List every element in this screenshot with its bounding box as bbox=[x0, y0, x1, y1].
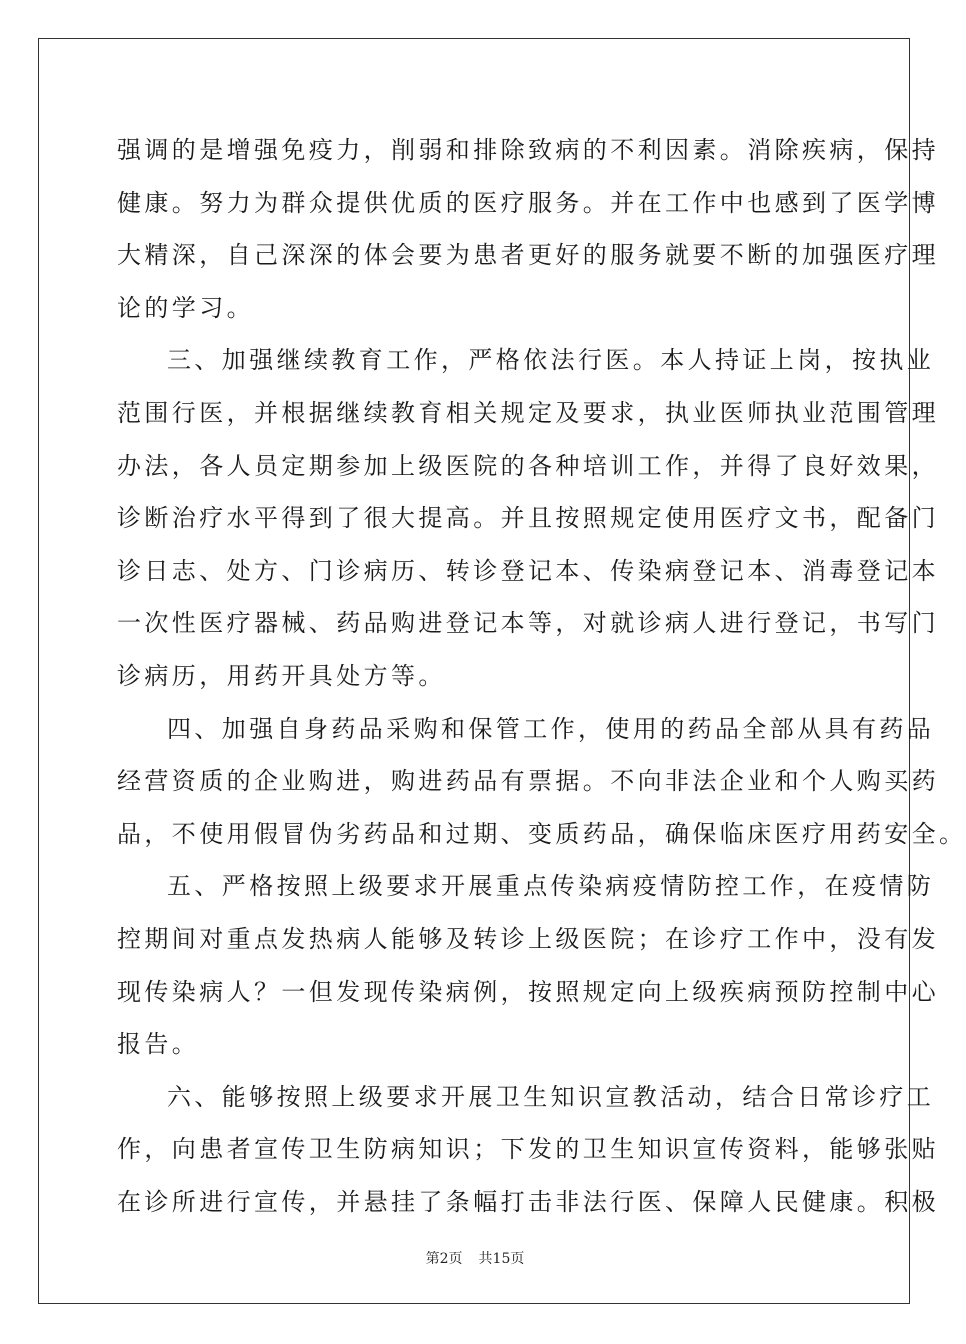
page-number: 第2页 bbox=[425, 1251, 463, 1267]
paragraph bbox=[117, 860, 939, 1070]
text-line: 六、能够按照上级要求开展卫生知识宣教活动，结合日常诊疗工 bbox=[167, 1082, 935, 1111]
text-line: 论的学习。 bbox=[117, 293, 254, 322]
paragraph bbox=[117, 703, 966, 861]
text-line: 强调的是增强免疫力，削弱和排除致病的不利因素。消除疾病，保持 bbox=[117, 136, 939, 164]
paragraph bbox=[117, 1071, 939, 1229]
text-line: 四、加强自身药品采购和保管工作，使用的药品全部从具有药品 bbox=[167, 714, 935, 743]
text-line: 控期间对重点发热病人能够及转诊上级医院；在诊疗工作中，没有发 bbox=[117, 924, 939, 953]
paragraph bbox=[117, 334, 939, 702]
text-line: 现传染病人？一但发现传染病例，按照规定向上级疾病预防控制中心 bbox=[117, 977, 939, 1006]
paragraph bbox=[117, 124, 939, 334]
page-total: 共15页 bbox=[478, 1251, 525, 1267]
text-line: 作，向患者宣传卫生防病知识；下发的卫生知识宣传资料，能够张贴 bbox=[117, 1135, 939, 1164]
text-line: 范围行医，并根据继续教育相关规定及要求，执业医师执业范围管理 bbox=[117, 398, 939, 427]
page-footer bbox=[0, 1248, 950, 1268]
text-line: 三、加强继续教育工作，严格依法行医。本人持证上岗，按执业 bbox=[167, 346, 935, 375]
text-line: 五、严格按照上级要求开展重点传染病疫情防控工作，在疫情防 bbox=[167, 872, 935, 901]
text-line: 诊日志、处方、门诊病历、转诊登记本、传染病登记本、消毒登记本 bbox=[117, 556, 939, 585]
text-line: 大精深，自己深深的体会要为患者更好的服务就要不断的加强医疗理 bbox=[117, 241, 939, 270]
text-line: 诊病历，用药开具处方等。 bbox=[117, 661, 446, 690]
text-line: 品，不使用假冒伪劣药品和过期、变质药品，确保临床医疗用药安全。 bbox=[117, 819, 966, 848]
text-line: 在诊所进行宣传，并悬挂了条幅打击非法行医、保障人民健康。积极 bbox=[117, 1187, 939, 1216]
text-line: 健康。努力为群众提供优质的医疗服务。并在工作中也感到了医学博 bbox=[117, 188, 939, 217]
text-line: 报告。 bbox=[117, 1030, 200, 1059]
text-line: 经营资质的企业购进，购进药品有票据。不向非法企业和个人购买药 bbox=[117, 767, 939, 796]
text-line: 诊断治疗水平得到了很大提高。并且按照规定使用医疗文书，配备门 bbox=[117, 504, 939, 533]
text-line: 一次性医疗器械、药品购进登记本等，对就诊病人进行登记，书写门 bbox=[117, 609, 939, 638]
text-line: 办法，各人员定期参加上级医院的各种培训工作，并得了良好效果， bbox=[117, 451, 939, 480]
document-body bbox=[117, 124, 966, 1228]
